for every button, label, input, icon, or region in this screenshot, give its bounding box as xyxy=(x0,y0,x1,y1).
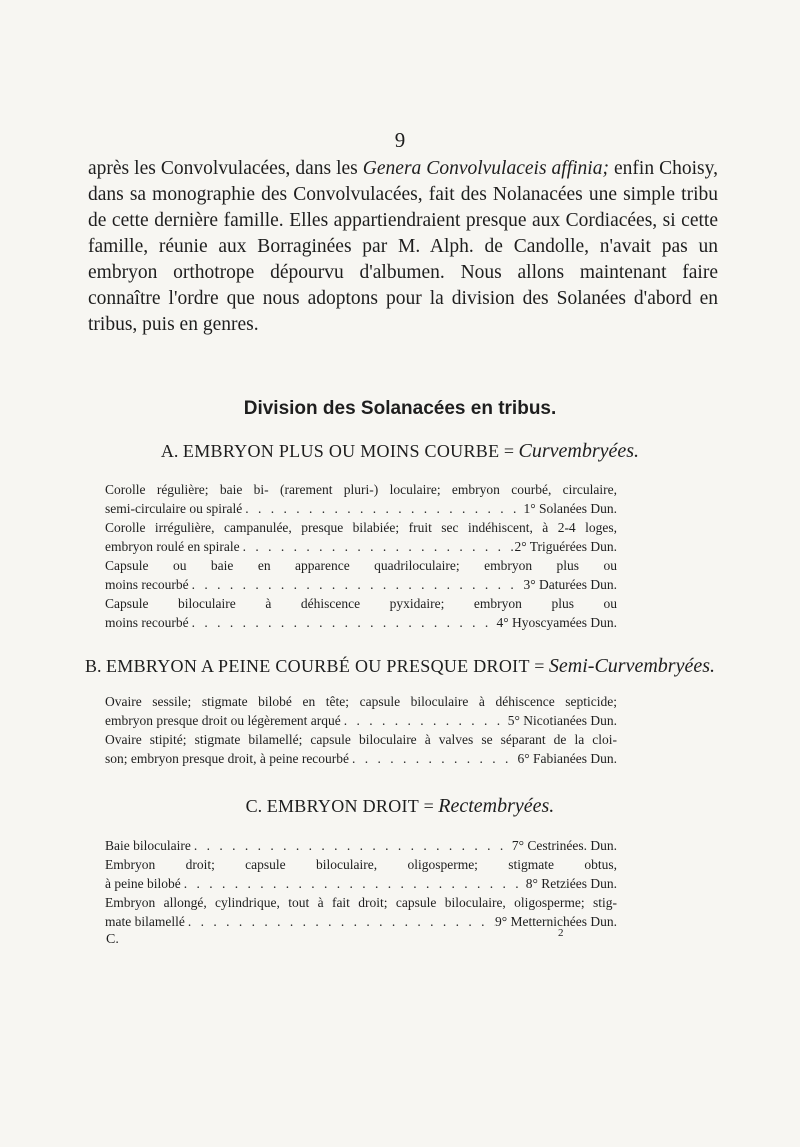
section-c-name: Rectembryées. xyxy=(438,795,555,817)
entry-result-row xyxy=(105,613,617,632)
tribe-name: 5° Nicotianées Dun. xyxy=(507,713,617,728)
entry-line: Capsule biloculaire à déhiscence pyxidaire; embryon plus ou xyxy=(105,596,617,611)
section-c-caps: EMBRYON DROIT xyxy=(266,796,420,816)
list-b xyxy=(105,692,617,768)
tribe-name: 6° Fabianées Dun. xyxy=(517,751,617,766)
entry-last-line: Baie biloculaire xyxy=(105,838,191,853)
tribe-name: 7° Cestrinées. Dun. xyxy=(511,838,617,853)
section-a-title xyxy=(0,440,800,463)
division-heading: Division des Solanacées en tribus. xyxy=(243,398,557,419)
intro-italic: Genera Convolvulaceis affinia; xyxy=(362,158,609,179)
entry-result-row xyxy=(105,537,617,556)
list-item xyxy=(105,480,617,518)
entry-last-line: embryon presque droit ou légèrement arqué xyxy=(105,713,341,728)
tribe-name: 2° Triguérées Dun. xyxy=(514,539,617,554)
entry-last-line: à peine bilobé xyxy=(105,876,181,891)
entry-line: Embryon allongé, cylindrique, tout à fait droit; capsule biloculaire, oligosperme; stig- xyxy=(105,895,617,910)
page-number: 9 xyxy=(394,128,406,152)
section-a-caps: EMBRYON PLUS OU MOINS COURBE xyxy=(182,441,500,461)
intro-paragraph xyxy=(88,156,718,338)
entry-last-line: son; embryon presque droit, à peine recourbé xyxy=(105,751,350,766)
entry-line: Capsule ou baie en apparence quadriloculaire; embryon plus ou xyxy=(105,558,617,573)
entry-result-row xyxy=(105,711,617,730)
list-item xyxy=(105,594,617,632)
leader-dots xyxy=(349,749,517,768)
entry-line: Ovaire stipité; stigmate bilamellé; capsule biloculaire à valves se séparant de la cloi- xyxy=(105,732,617,747)
entry-line: Corolle irrégulière, campanulée, presque bilabiée; fruit sec indéhiscent, à 2-4 loges, xyxy=(105,520,617,535)
entry-result-row xyxy=(105,575,617,594)
intro-text-2: enfin Choisy, dans sa monographie des Convolvulacées, fait des Nolanacées une simple tribu de cette dernière famille. Elles appartiendraient presque aux Cordiacées, si cette famille, réunie aux Borraginées par M. Alph. de Candolle, n'avait pas un embryon orthotrope dépourvu d'albumen. Nous allons maintenant faire connaître l'ordre que nous adoptons pour la division des Solanées d'abord en tribus, puis en genres. xyxy=(88,158,718,335)
entry-last-line: semi-circulaire ou spiralé xyxy=(105,501,243,516)
list-item xyxy=(105,518,617,556)
entry-result-row xyxy=(105,912,617,931)
section-b-letter: B. xyxy=(85,656,102,676)
list-item xyxy=(105,893,617,931)
entry-last-line: embryon roulé en spirale xyxy=(105,539,240,554)
entry-last-line: moins recourbé xyxy=(105,577,189,592)
section-b-name: Semi-Curvembryées. xyxy=(548,655,715,677)
entry-result-row xyxy=(105,874,617,893)
section-a-eq: = xyxy=(503,441,515,461)
entry-result-row xyxy=(105,836,617,855)
leader-dots xyxy=(181,874,526,893)
entry-last-line: moins recourbé xyxy=(105,615,189,630)
entry-result-row xyxy=(105,499,617,518)
leader-dots xyxy=(341,711,508,730)
section-a-name: Curvembryées. xyxy=(518,440,640,462)
leader-dots xyxy=(191,836,512,855)
tribe-name: 1° Solanées Dun. xyxy=(523,501,617,516)
entry-line: Corolle régulière; baie bi- (rarement pluri-) loculaire; embryon courbé, circulaire, xyxy=(105,482,617,497)
tribe-name: 8° Retziées Dun. xyxy=(525,876,617,891)
tribe-name: 3° Daturées Dun. xyxy=(523,577,617,592)
tribe-name: 9° Metternichées Dun. xyxy=(495,914,617,929)
list-item xyxy=(105,556,617,594)
entry-last-line: mate bilamellé xyxy=(105,914,185,929)
leader-dots xyxy=(242,499,523,518)
leader-dots xyxy=(240,537,515,556)
section-b-caps: EMBRYON A PEINE COURBÉ OU PRESQUE DROIT xyxy=(106,656,530,676)
leader-dots xyxy=(185,912,495,931)
section-b-eq: = xyxy=(534,656,545,676)
section-c-title xyxy=(0,795,800,818)
leader-dots xyxy=(189,575,524,594)
entry-line: Ovaire sessile; stigmate bilobé en tête; capsule biloculaire à déhiscence septicide; xyxy=(105,694,617,709)
section-a-letter: A. xyxy=(160,441,179,461)
list-item xyxy=(105,836,617,855)
intro-text-1: après les Convolvulacées, dans les xyxy=(88,158,363,179)
signature-mark-left: C. xyxy=(106,932,119,947)
list-item xyxy=(105,855,617,893)
list-a xyxy=(105,480,617,632)
signature-mark-right: 2 xyxy=(558,927,564,939)
leader-dots xyxy=(189,613,497,632)
entry-line: Embryon droit; capsule biloculaire, oligosperme; stigmate obtus, xyxy=(105,857,617,872)
entry-result-row xyxy=(105,749,617,768)
section-b-title xyxy=(0,655,800,678)
tribe-name: 4° Hyoscyamées Dun. xyxy=(496,615,617,630)
section-c-eq: = xyxy=(423,796,434,816)
section-c-letter: C. xyxy=(245,796,263,816)
list-item xyxy=(105,692,617,730)
list-item xyxy=(105,730,617,768)
list-c xyxy=(105,836,617,931)
